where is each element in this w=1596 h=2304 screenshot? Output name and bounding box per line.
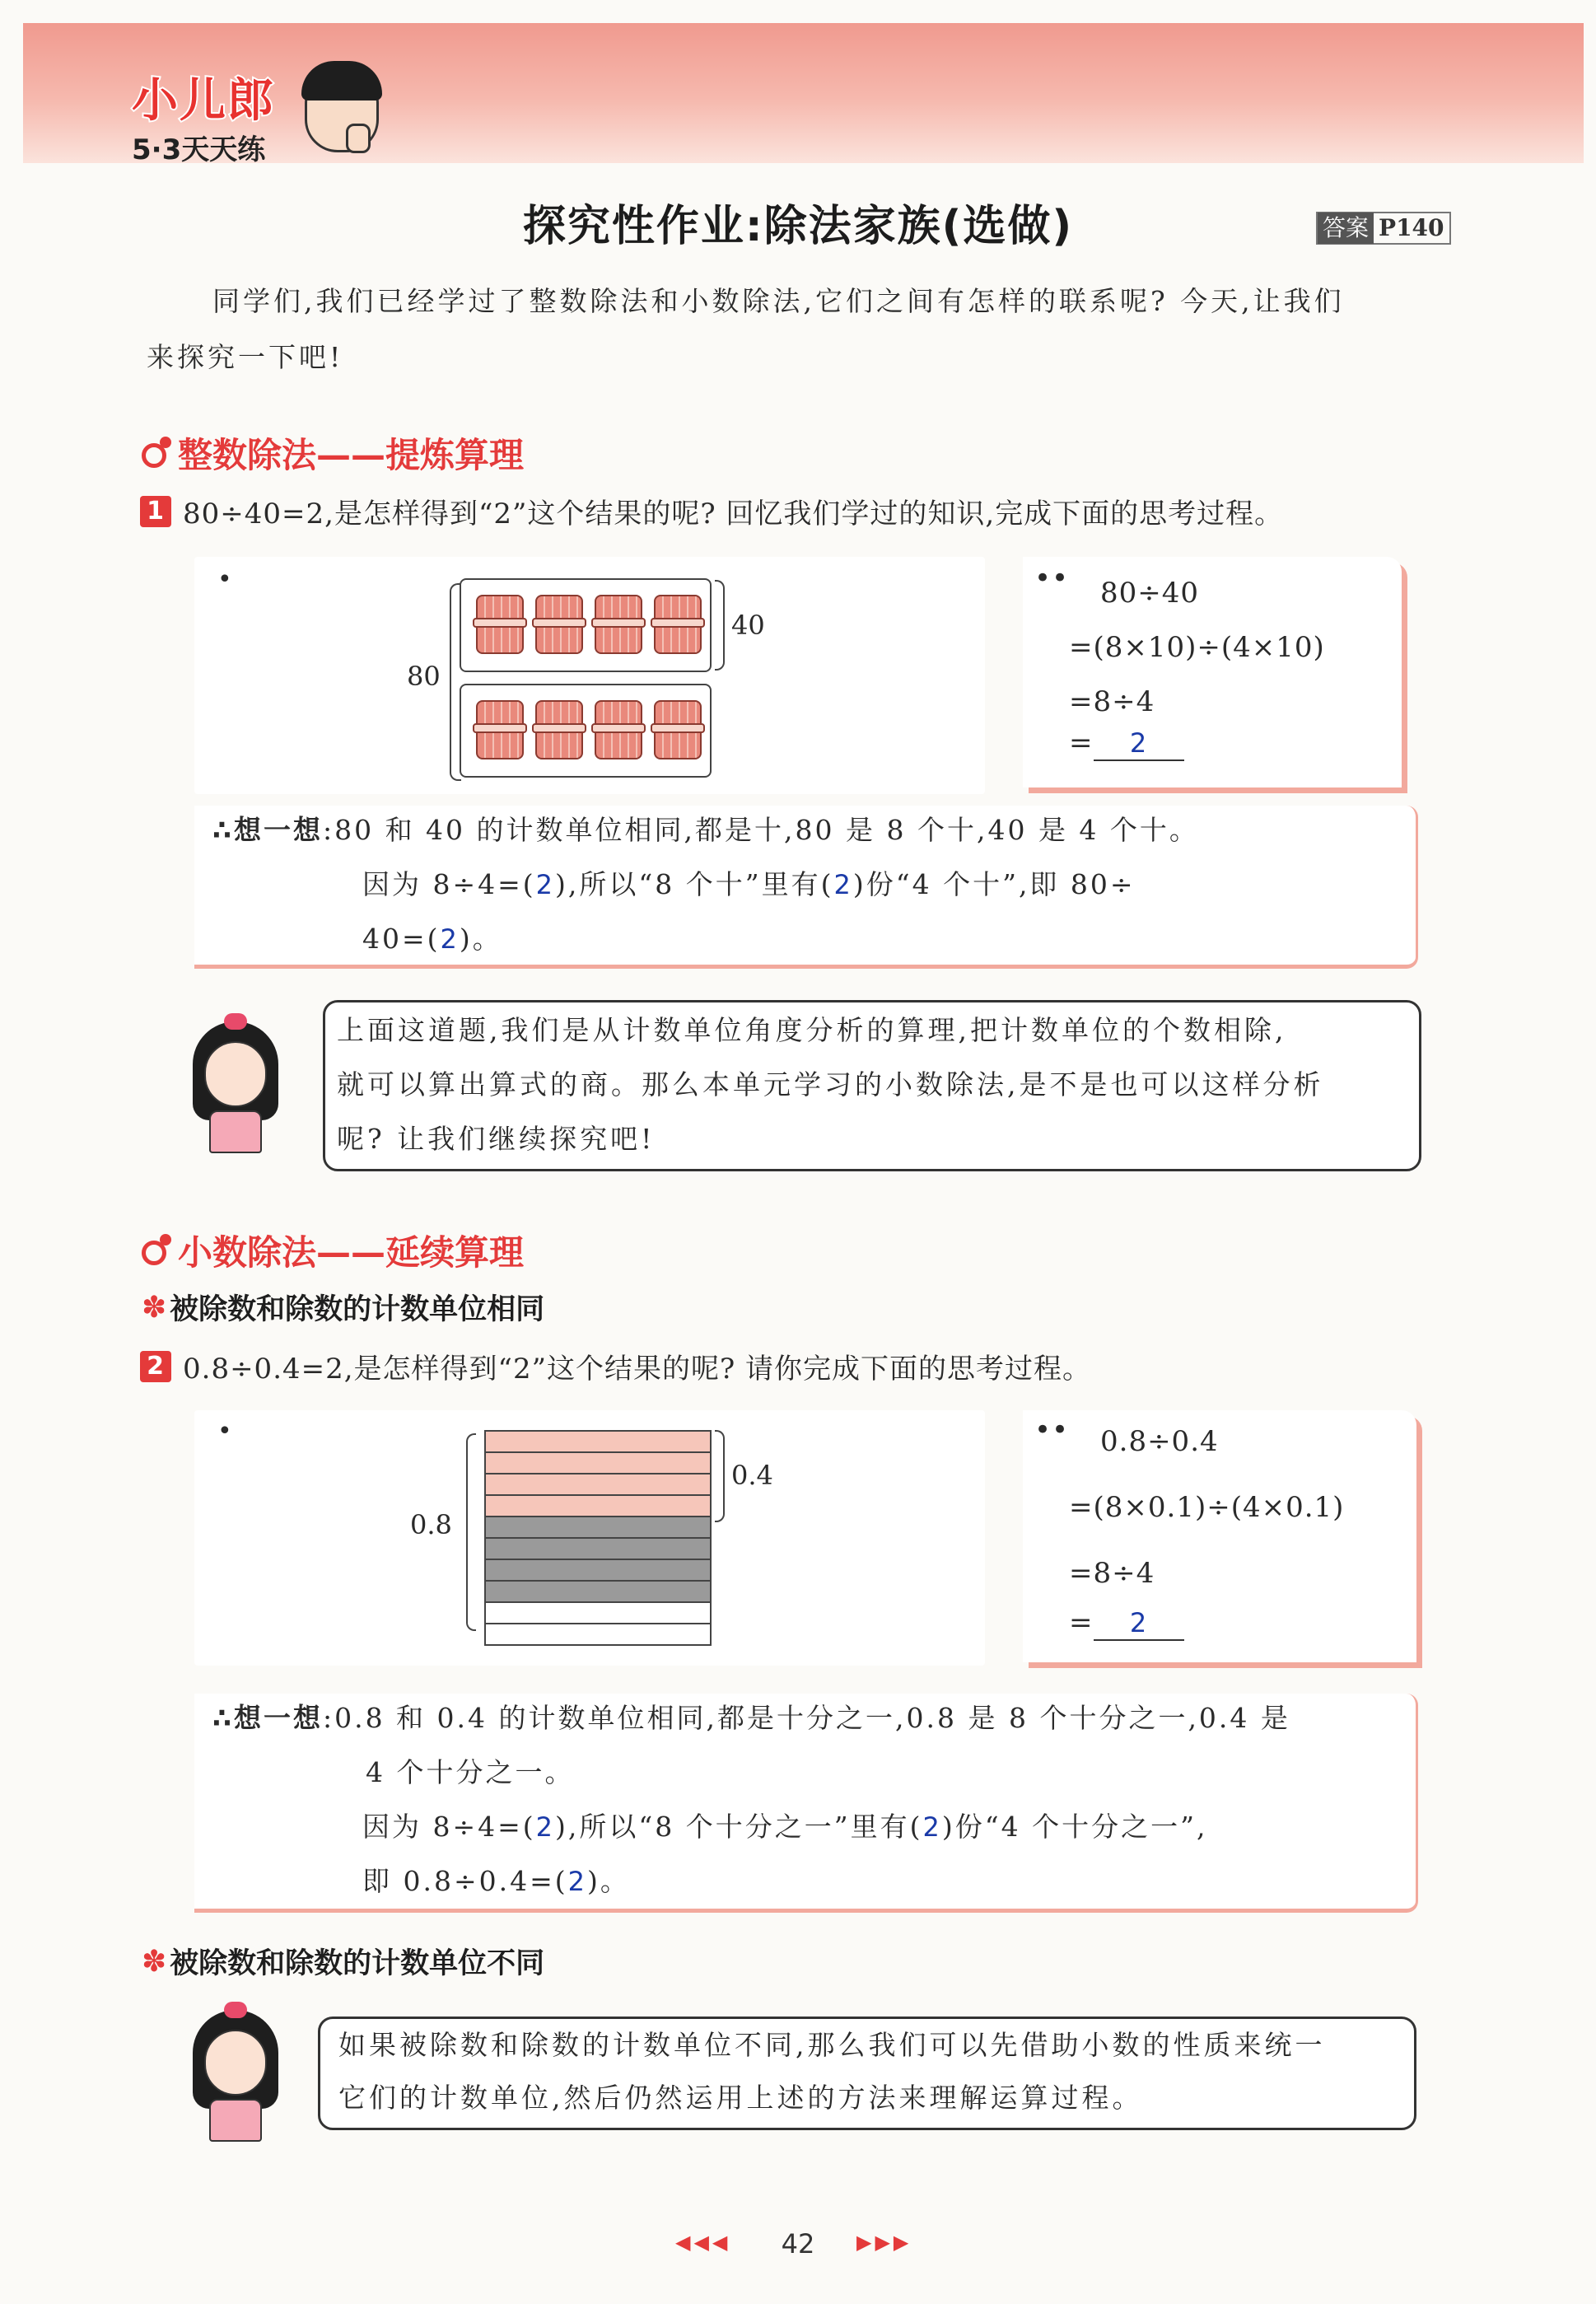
stick-bundle	[590, 591, 647, 657]
calc2-bullet: ••	[1034, 1414, 1070, 1446]
think1-answer-2[interactable]: 2	[833, 869, 853, 900]
calc2-line-4	[1069, 1606, 1184, 1641]
think1-text: )份“4 个十”,即 80÷	[852, 868, 1136, 900]
calc1-answer-blank[interactable]	[1094, 727, 1184, 761]
figure1-total-label: 80	[407, 661, 441, 692]
think1-text: ),所以“8 个十”里有(	[555, 868, 834, 900]
think1-text: 因为 8÷4=(	[362, 868, 536, 900]
next-arrows-icon: ▶▶▶	[856, 2231, 912, 2254]
section1-heading-text: 整数除法——提炼算理	[178, 435, 525, 475]
page-number: 42	[781, 2228, 815, 2260]
intro-line-1: 同学们,我们已经学过了整数除法和小数除法,它们之间有怎样的联系呢? 今天,让我们	[212, 285, 1345, 317]
section2-sub2-text: 被除数和除数的计数单位不同	[170, 1947, 545, 1980]
tenth-strip	[484, 1451, 712, 1474]
thumbs-up-icon	[346, 124, 371, 153]
tenth-strip	[484, 1580, 712, 1603]
calc1-line-1: 80÷40	[1100, 577, 1200, 610]
decimal-strip-model	[484, 1430, 712, 1661]
think2-answer-3[interactable]: 2	[567, 1866, 587, 1897]
question-1	[140, 491, 1283, 531]
calc1-panel	[1023, 557, 1402, 787]
think1-text: )。	[459, 923, 502, 955]
calc1-line-3: =8÷4	[1069, 685, 1155, 718]
calc2-equals: =	[1069, 1606, 1094, 1639]
tip-bubble-1	[323, 1000, 1421, 1171]
bubble1-line-1: 上面这道题,我们是从计数单位角度分析的算理,把计数单位的个数相除,	[337, 1014, 1287, 1046]
tenth-strip	[484, 1494, 712, 1517]
think1-answer-3[interactable]: 2	[440, 923, 460, 955]
figure2-total-label: 0.8	[410, 1509, 452, 1540]
think2-line-4	[362, 1860, 630, 1899]
intro-line-2: 来探究一下吧!	[147, 341, 344, 373]
think1-line-2	[362, 863, 1136, 902]
figure1-row-1	[460, 578, 712, 672]
figure2-total-brace	[466, 1433, 476, 1631]
section1-heading	[140, 428, 524, 478]
think1-line-3	[362, 918, 502, 956]
calc2-panel	[1023, 1410, 1416, 1662]
figure2-bullet: •	[217, 1417, 232, 1446]
think1-label: ∴想一想	[212, 814, 323, 846]
figure1-row-2	[460, 684, 712, 778]
section2-heading	[140, 1226, 524, 1275]
stick-bundle	[649, 697, 707, 763]
section2-subheading-2	[142, 1941, 544, 1982]
bubble1-line-2: 就可以算出算式的商。那么本单元学习的小数除法,是不是也可以这样分析	[337, 1068, 1324, 1101]
stick-bundle	[530, 697, 588, 763]
section2-heading-text: 小数除法——延续算理	[178, 1232, 525, 1273]
think2-line-1-text: :0.8 和 0.4 的计数单位相同,都是十分之一,0.8 是 8 个十分之一,0.4 是	[322, 1702, 1290, 1734]
figure2-group-label: 0.4	[731, 1460, 773, 1491]
think2-text: 因为 8÷4=(	[362, 1811, 536, 1843]
answer-label: 答案	[1318, 213, 1374, 244]
tenth-strip	[484, 1473, 712, 1496]
calc1-equals: =	[1069, 727, 1094, 759]
think2-text: ),所以“8 个十分之一”里有(	[555, 1811, 923, 1843]
stick-bundle	[471, 591, 529, 657]
think2-text: )。	[587, 1865, 630, 1897]
girl-mascot	[186, 1013, 285, 1153]
calc2-line-1: 0.8÷0.4	[1100, 1425, 1219, 1458]
brand-sub: 5·3天天练	[132, 133, 266, 166]
section2-sub1-text: 被除数和除数的计数单位相同	[170, 1293, 545, 1326]
bubble1-line-3: 呢? 让我们继续探究吧!	[337, 1123, 656, 1155]
tenth-strip	[484, 1559, 712, 1582]
brand-logo	[132, 64, 275, 167]
answer-badge[interactable]	[1316, 212, 1451, 245]
tenth-strip	[484, 1623, 712, 1646]
tenth-strip	[484, 1430, 712, 1453]
think1-panel	[194, 806, 1418, 969]
think1-text: 40=(	[362, 923, 441, 955]
think2-text: )份“4 个十分之一”,	[941, 1811, 1208, 1843]
bubble2-line-2: 它们的计数单位,然后仍然运用上述的方法来理解运算过程。	[338, 2082, 1143, 2114]
think2-panel	[194, 1694, 1418, 1913]
question-2	[140, 1346, 1091, 1386]
figure2-group-brace	[715, 1430, 725, 1522]
calc2-answer-blank[interactable]	[1094, 1606, 1184, 1641]
calc2-answer: 2	[1129, 1607, 1148, 1638]
page-title: 探究性作业:除法家族(选做)	[522, 202, 1074, 251]
stick-bundle	[590, 697, 647, 763]
prev-arrows-icon: ◀◀◀	[675, 2231, 731, 2254]
think2-answer-1[interactable]: 2	[535, 1811, 556, 1843]
think1-line-1	[212, 809, 1199, 848]
flower-icon: ✽	[142, 1944, 167, 1979]
section2-subheading-1	[142, 1287, 544, 1328]
stick-bundle	[471, 697, 529, 763]
calc1-line-4	[1069, 727, 1184, 761]
figure1-group-brace	[715, 580, 725, 671]
question-2-number: 2	[140, 1351, 171, 1382]
stick-bundle	[530, 591, 588, 657]
brand-main: 小儿郎	[132, 74, 275, 128]
think2-answer-2[interactable]: 2	[922, 1811, 942, 1843]
figure1-panel	[194, 557, 985, 794]
figure2-panel	[194, 1410, 985, 1666]
figure1-bullet: •	[217, 565, 232, 594]
answer-page: P140	[1379, 214, 1444, 241]
tenth-strip	[484, 1601, 712, 1624]
girl-mascot	[186, 2002, 285, 2142]
calc2-line-3: =8÷4	[1069, 1557, 1155, 1590]
stick-bundle	[649, 591, 707, 657]
target-icon	[140, 437, 173, 470]
think2-text: 即 0.8÷0.4=(	[362, 1865, 568, 1897]
question-1-text: 80÷40=2,是怎样得到“2”这个结果的呢? 回忆我们学过的知识,完成下面的思考过程。	[183, 498, 1284, 530]
figure1-group-label: 40	[731, 610, 765, 641]
think2-label: ∴想一想	[212, 1702, 323, 1734]
think2-line-3	[362, 1806, 1207, 1844]
tenth-strip	[484, 1516, 712, 1539]
bubble2-line-1: 如果被除数和除数的计数单位不同,那么我们可以先借助小数的性质来统一	[338, 2029, 1326, 2061]
calc1-answer: 2	[1129, 727, 1148, 759]
think1-line-1-text: :80 和 40 的计数单位相同,都是十,80 是 8 个十,40 是 4 个十。	[322, 814, 1199, 846]
flower-icon: ✽	[142, 1290, 167, 1325]
calc2-line-2: =(8×0.1)÷(4×0.1)	[1069, 1491, 1345, 1524]
question-1-number: 1	[140, 496, 171, 527]
think1-answer-1[interactable]: 2	[535, 869, 556, 900]
tip-bubble-2	[318, 2017, 1416, 2130]
think2-line-2: 4 个十分之一。	[366, 1756, 575, 1788]
target-icon	[140, 1234, 173, 1267]
calc1-line-2: =(8×10)÷(4×10)	[1069, 631, 1325, 664]
question-2-text: 0.8÷0.4=2,是怎样得到“2”这个结果的呢? 请你完成下面的思考过程。	[183, 1353, 1091, 1386]
think2-line-1	[212, 1697, 1290, 1736]
tenth-strip	[484, 1537, 712, 1560]
calc1-bullet: ••	[1034, 562, 1070, 595]
